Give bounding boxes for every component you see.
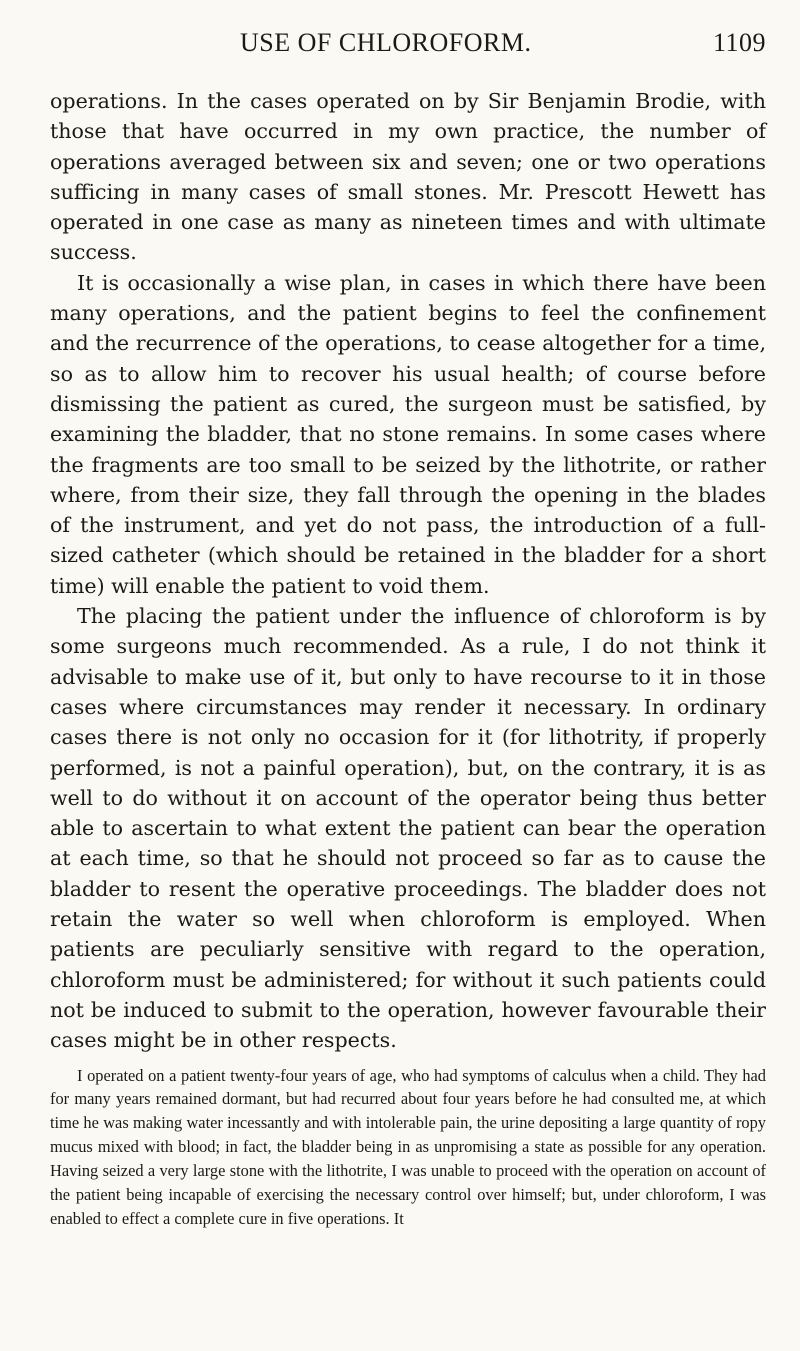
page-header <box>50 28 766 64</box>
case-note <box>50 1064 766 1231</box>
page-number: 1109 <box>712 28 766 57</box>
paragraph-continued: operations. In the cases operated on by Sir Benjamin Brodie, with those that have occurred in my own practice, the number of operations averaged between six and seven; one or two operations sufficing in many cases of small stones. Mr. Prescott Hewett has operated in one case as many as nineteen times and with ultimate success. <box>50 89 766 265</box>
running-title: USE OF CHLOROFORM. <box>240 28 532 57</box>
book-page <box>50 28 766 1231</box>
main-text <box>50 86 766 1056</box>
paragraph-wise-plan: It is occasionally a wise plan, in cases in which there have been many operations, and the patient begins to feel the confinement and the recurrence of the operations, to cease altogether for a time, so as to allow him to recover his usual health; of course before dismissing the patient as cured, the surgeon must be satisfied, by examining the bladder, that no stone remains. In some cases where the fragments are too small to be seized by the lithotrite, or rather where, from their size, they fall through the opening in the blades of the instrument, and yet do not pass, the introduction of a full-sized catheter (which should be retained in the bladder for a short time) will enable the patient to void them. <box>50 270 766 598</box>
case-note-paragraph: I operated on a patient twenty-four years of age, who had symptoms of calculus when a child. They had for many years remained dormant, but had recurred about four years before he had consulted me, at which time he was making water incessantly and with intolerable pain, the urine depositing a large quantity of ropy mucus mixed with blood; in fact, the bladder being in as unpromising a state as possible for any operation. Having seized a very large stone with the lithotrite, I was unable to proceed with the operation on account of the patient being incapable of exercising the necessary control over himself; but, under chloroform, I was enabled to effect a complete cure in five operations. It <box>50 1065 766 1228</box>
paragraph-chloroform: The placing the patient under the influence of chloroform is by some surgeons much recommended. As a rule, I do not think it advisable to make use of it, but only to have recourse to it in those cases where circumstances may render it necessary. In ordinary cases there is not only no occasion for it (for lithotrity, if properly performed, is not a painful operation), but, on the contrary, it is as well to do without it on account of the operator being thus better able to ascertain to what extent the patient can bear the operation at each time, so that he should not proceed so far as to cause the bladder to resent the operative proceedings. The bladder does not retain the water so well when chloroform is employed. When patients are peculiarly sensitive with regard to the operation, chloroform must be administered; for without it such patients could not be induced to submit to the operation, however favourable their cases might be in other respects. <box>50 604 766 1053</box>
